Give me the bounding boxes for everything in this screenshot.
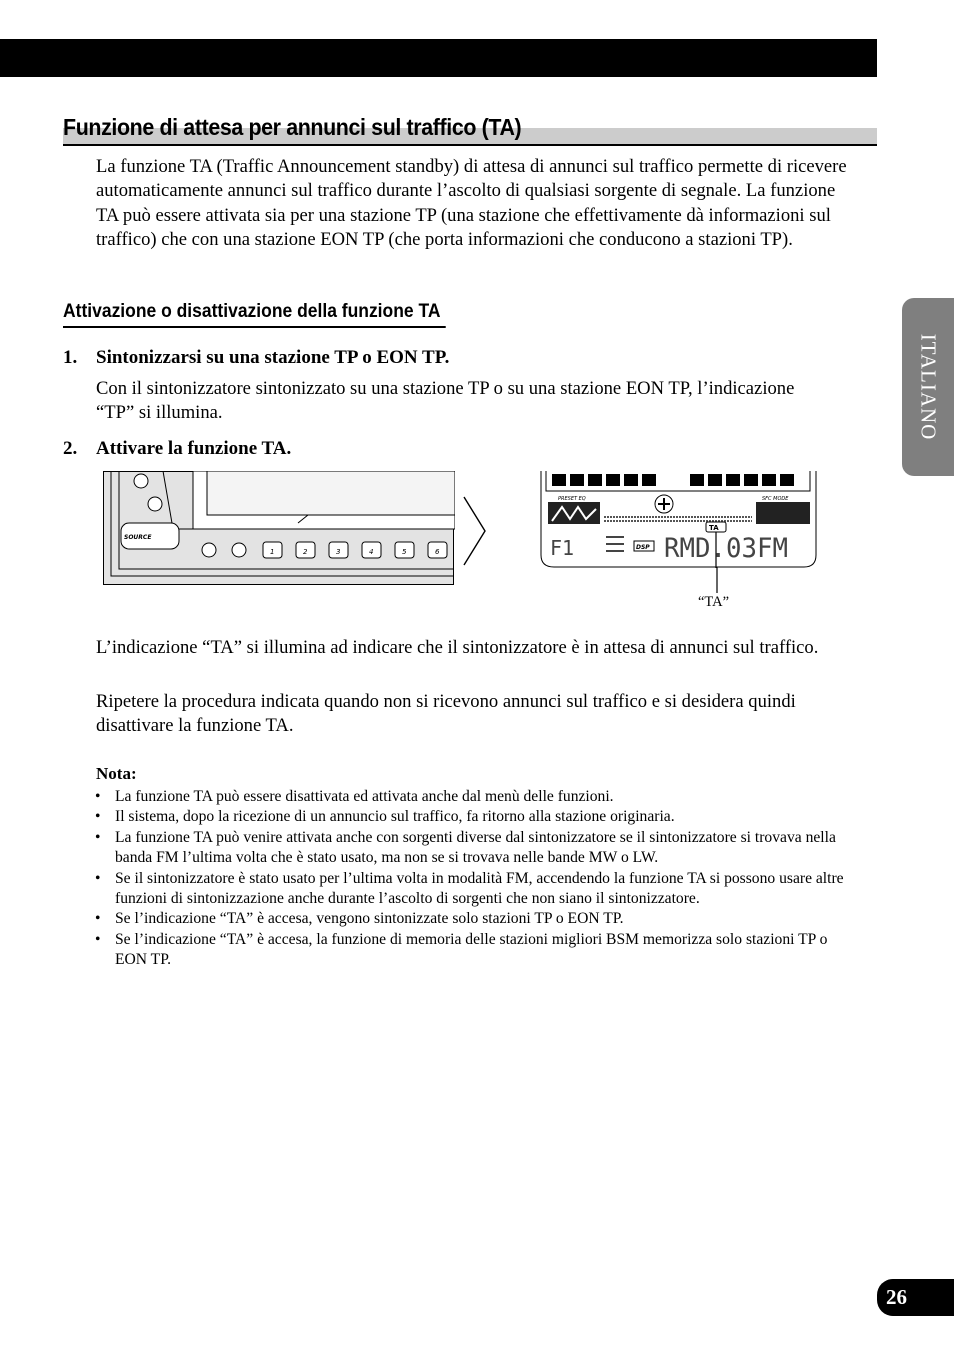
preset-button-2: 2: [303, 548, 308, 556]
after-paragraph-1: L’indicazione “TA” si illumina ad indicare che il sintonizzatore è in attesa di annunci sul traffico.: [96, 637, 819, 658]
after-paragraph-2: Ripetere la procedura indicata quando non si ricevono annunci sul traffico e si desidera quindi disattivare la funzione TA.: [96, 691, 796, 737]
step-1-title: [63, 346, 449, 370]
section-title: Funzione di attesa per annunci sul traffico (TA): [63, 114, 522, 140]
step-2-title: [63, 437, 291, 461]
bullet-icon: •: [95, 869, 101, 887]
bullet-icon: •: [95, 930, 101, 948]
ta-caption: “TA”: [698, 594, 730, 610]
note-item: • La funzione TA può venire attivata anche con sorgenti diverse dal sintonizzatore se il sintonizzatore si trovava nella banda FM l’ultima volta che è stato usato, ma non se si trovava nelle bande MW o LW.: [95, 828, 836, 867]
display-function-text: F1: [550, 536, 575, 560]
heading-rule: [63, 144, 877, 146]
round-button-icon: [232, 543, 246, 557]
subsection-title: Attivazione o disattivazione della funzione TA: [63, 298, 446, 328]
note-item: • La funzione TA può essere disattivata ed attivata anche dal menù delle funzioni.: [95, 787, 855, 807]
step-2-label: Attivare la funzione TA.: [96, 438, 292, 459]
header-bar: [0, 39, 877, 77]
preset-button-5: 5: [402, 548, 407, 556]
step-2-number: 2.: [63, 438, 78, 459]
dsp-indicator: DSP: [636, 544, 650, 551]
preset-button-3: 3: [336, 548, 341, 556]
display-main-text: RMD.03FM: [664, 533, 788, 564]
head-unit-illustration: [103, 471, 455, 586]
bullet-icon: •: [95, 788, 101, 805]
arrow-right-icon: [462, 495, 488, 567]
round-button-icon: [148, 497, 162, 511]
preset-eq-label: PRESET EQ: [558, 496, 586, 502]
section-heading-block: [63, 112, 877, 148]
note-title: Nota:: [96, 764, 137, 783]
round-button-icon: [202, 543, 216, 557]
note-item: • Il sistema, dopo la ricezione di un annuncio sul traffico, fa ritorno alla stazione originaria.: [95, 807, 855, 827]
source-button-label: SOURCE: [124, 534, 152, 541]
note-item: • Se l’indicazione “TA” è accesa, la funzione di memoria delle stazioni migliori BSM memorizza solo stazioni TP o EON TP.: [95, 930, 828, 969]
step-1-label: Sintonizzarsi su una stazione TP o EON TP.: [96, 347, 450, 368]
preset-button-6: 6: [435, 548, 440, 556]
round-button-icon: [134, 474, 148, 488]
note-item: • Se il sintonizzatore è stato usato per l’ultima volta in modalità FM, accendendo la funzione TA si possono usare altre funzioni di sintonizzazione anche durante l’ascolto di sorgenti che non siano il sintonizzatore.: [95, 869, 844, 908]
note-list: [95, 787, 855, 971]
callout-line: [712, 567, 722, 593]
bullet-icon: •: [95, 910, 101, 928]
preset-button-4: 4: [369, 548, 374, 556]
bullet-icon: •: [95, 828, 101, 846]
step-1-text: Con il sintonizzatore sintonizzato su una stazione TP o su una stazione EON TP, l’indicazione “TP” si illumina.: [96, 378, 795, 424]
step-1-number: 1.: [63, 347, 78, 368]
note-item: • Se l’indicazione “TA” è accesa, vengono sintonizzate solo stazioni TP o EON TP.: [95, 909, 855, 929]
language-tab-label: ITALIANO: [916, 333, 941, 441]
display-illustration: [540, 471, 818, 568]
page-number: 26: [877, 1279, 954, 1316]
ta-indicator-label: TA: [709, 524, 719, 532]
bullet-icon: •: [95, 808, 101, 826]
preset-button-1: 1: [270, 548, 275, 556]
language-tab: [902, 298, 954, 476]
sfc-mode-label: SFC MODE: [762, 496, 789, 502]
intro-paragraph: La funzione TA (Traffic Announcement standby) di attesa di annunci sul traffico permette di ricevere automaticamente annunci sul traffico durante l’ascolto di qualsiasi sorgente di segnale. La funzione TA può essere attivata sia per una stazione TP (una stazione che effettivamente dà informazioni sul traffico) che con una stazione EON TP (che porta informazioni che conducono a stazioni TP).: [96, 156, 847, 251]
